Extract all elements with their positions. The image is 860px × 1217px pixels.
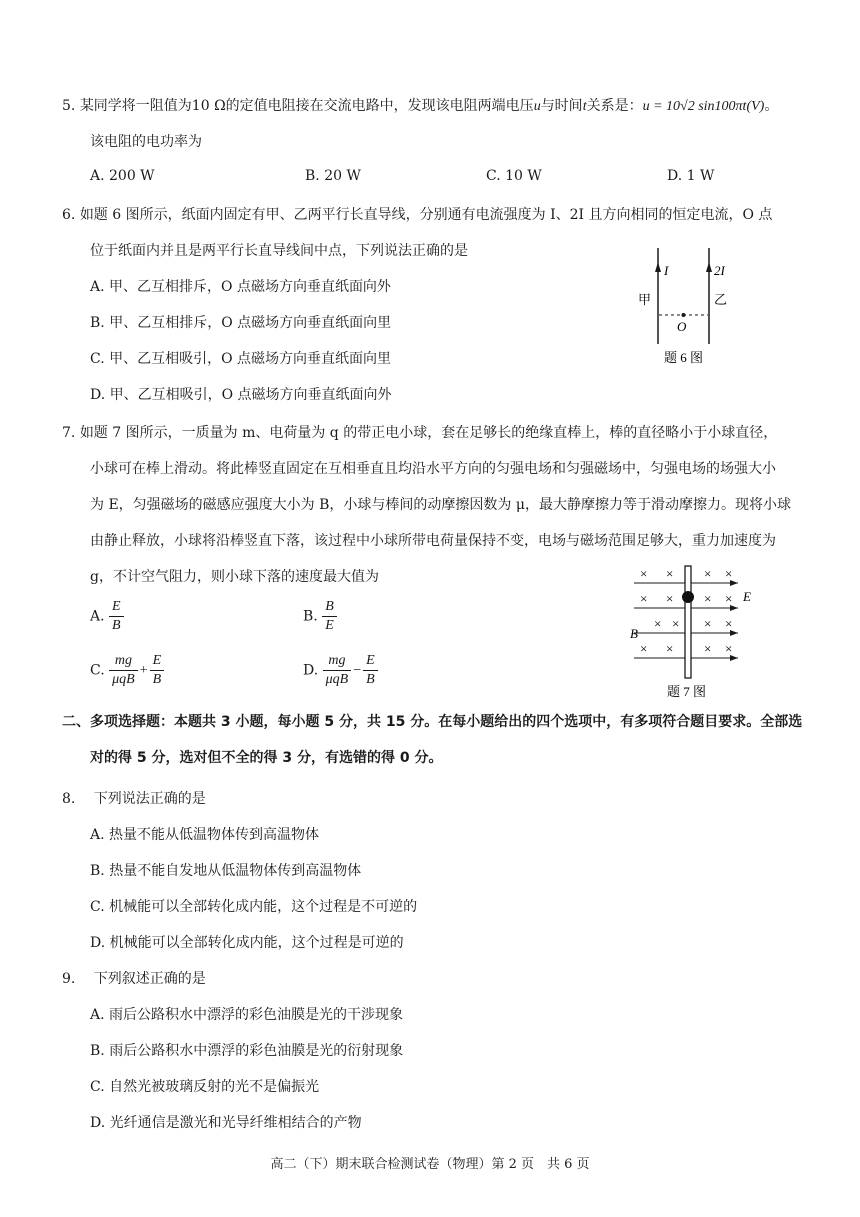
q8-number: 8.: [62, 791, 76, 807]
page-footer: 高二（下）期末联合检测试卷（物理）第 2 页 共 6 页: [270, 1157, 590, 1172]
q9-number: 9.: [62, 971, 76, 987]
denominator: B: [152, 672, 162, 687]
cross-icon: ×: [640, 641, 648, 656]
cross-icon: ×: [666, 591, 674, 606]
q6-text-1: 如题 6 图所示，纸面内固定有甲、乙两平行长直导线，分别通有电流强度为 I、2I 且方向相同的恒定电流，O 点: [79, 207, 773, 223]
q8-stem: 下列说法正确的是: [93, 791, 206, 807]
insulating-rod: [685, 566, 691, 678]
q8-option-c: C. 机械能可以全部转化成内能，这个过程是不可逆的: [90, 899, 418, 915]
label-e: E: [743, 589, 751, 604]
cross-icon: ×: [704, 616, 712, 631]
q7-option-c-label: C.: [90, 662, 105, 679]
q7-number: 7.: [62, 425, 76, 441]
q7-line3: 为 E，匀强磁场的磁感应强度大小为 B，小球与棒间的动摩擦因数为 μ，最大静摩擦力等于滑动摩擦力。现将小球: [90, 497, 791, 513]
q5-text-c: 关系是：: [586, 98, 643, 114]
arrow-up-yi-icon: [706, 262, 712, 272]
q5-text-end: 。: [764, 98, 779, 114]
figure-6-caption: 题 6 图: [664, 350, 704, 365]
fraction: [323, 652, 352, 689]
section-2-line1: 二、多项选择题：本题共 3 小题，每小题 5 分，共 15 分。在每小题给出的四个选项中，有多项符合题目要求。全部选: [62, 714, 803, 730]
figure-6: [630, 244, 730, 370]
fraction: [109, 598, 124, 635]
q9-option-d: D. 光纤通信是激光和光导纤维相结合的产物: [90, 1115, 362, 1131]
charged-ball: [682, 591, 694, 603]
section-2-line2: 对的得 5 分，选对但不全的得 3 分，有选错的得 0 分。: [90, 750, 443, 766]
numerator: mg: [323, 652, 352, 671]
q7-option-b-label: B.: [303, 608, 318, 625]
cross-icon: ×: [725, 566, 733, 581]
q8-option-d: D. 机械能可以全部转化成内能，这个过程是可逆的: [90, 935, 404, 951]
numerator: mg: [109, 652, 138, 671]
q8-stem-line: [62, 788, 206, 808]
fraction: [322, 598, 337, 635]
fraction: [363, 652, 378, 689]
cross-icon: ×: [704, 641, 712, 656]
label-current-I: I: [664, 263, 669, 278]
label-current-2I: 2I: [714, 263, 725, 278]
denominator: E: [325, 618, 334, 633]
q6-number: 6.: [62, 207, 76, 223]
numerator: B: [322, 598, 337, 617]
cross-icon: ×: [725, 591, 733, 606]
fraction: [109, 652, 138, 689]
cross-icon: ×: [725, 616, 733, 631]
q5-var-u: u: [533, 99, 541, 114]
numerator: E: [109, 598, 124, 617]
q5-number: 5.: [62, 98, 76, 114]
q6-line2: 位于纸面内并且是两平行长直导线间中点，下列说法正确的是: [90, 243, 468, 259]
cross-icon: ×: [666, 641, 674, 656]
q5-line1: [62, 95, 778, 115]
q7-option-b: [303, 598, 337, 635]
operator: +: [139, 662, 148, 678]
q5-option-b: B. 20 W: [305, 168, 361, 184]
arrow-up-jia-icon: [655, 262, 661, 272]
operator: −: [353, 662, 362, 678]
q5-text-b: 与时间: [540, 98, 583, 114]
point-o-dot: [682, 313, 686, 317]
q6-line1: [62, 204, 772, 224]
fraction: [150, 652, 165, 689]
q5-option-a: A. 200 W: [90, 168, 155, 184]
denominator: B: [366, 672, 375, 687]
q5-text-a: 某同学将一阻值为10 Ω的定值电阻接在交流电路中，发现该电阻两端电压: [79, 98, 534, 114]
q9-stem: 下列叙述正确的是: [93, 971, 206, 987]
q6-option-b: B. 甲、乙互相排斥，O 点磁场方向垂直纸面向里: [90, 315, 392, 331]
q7-option-d-label: D.: [303, 662, 319, 679]
cross-icon: ×: [672, 616, 680, 631]
label-b: B: [630, 626, 638, 641]
cross-icon: ×: [654, 616, 662, 631]
q9-option-a: A. 雨后公路积水中漂浮的彩色油膜是光的干涉现象: [90, 1007, 404, 1023]
figure-7-caption: 题 7 图: [667, 684, 707, 699]
cross-icon: ×: [704, 566, 712, 581]
cross-icon: ×: [725, 641, 733, 656]
figure-7: [626, 560, 766, 702]
cross-icon: ×: [666, 566, 674, 581]
label-o: O: [677, 319, 687, 334]
numerator: E: [150, 652, 165, 671]
q9-stem-line: [62, 968, 206, 988]
q7-option-d: [303, 652, 378, 689]
q7-option-c: [90, 652, 164, 689]
q7-line2: 小球可在棒上滑动。将此棒竖直固定在互相垂直且均沿水平方向的匀强电场和匀强磁场中，匀强电场的场强大小: [90, 461, 776, 477]
denominator: B: [112, 618, 121, 633]
q7-line4: 由静止释放，小球将沿棒竖直下落，该过程中小球所带电荷量保持不变，电场与磁场范围足够大，重力加速度为: [90, 533, 776, 549]
q5-option-c: C. 10 W: [486, 168, 542, 184]
numerator: E: [363, 652, 378, 671]
q6-option-a: A. 甲、乙互相排斥，O 点磁场方向垂直纸面向外: [90, 279, 391, 295]
label-jia: 甲: [638, 292, 652, 307]
q8-option-b: B. 热量不能自发地从低温物体传到高温物体: [90, 863, 362, 879]
q8-option-a: A. 热量不能从低温物体传到高温物体: [90, 827, 320, 843]
cross-icon: ×: [704, 591, 712, 606]
cross-icon: ×: [640, 566, 648, 581]
denominator: μqB: [112, 672, 135, 687]
q5-line2: 该电阻的电功率为: [90, 134, 202, 150]
q7-option-a: [90, 598, 124, 635]
q7-line1: [62, 422, 777, 442]
q5-var-t: t: [582, 99, 587, 114]
q5-option-d: D. 1 W: [667, 168, 715, 184]
q7-line5: g，不计空气阻力，则小球下落的速度最大值为: [90, 569, 379, 585]
q5-formula: u = 10√2 sin100πt(V): [642, 99, 765, 114]
q6-option-c: C. 甲、乙互相吸引，O 点磁场方向垂直纸面向里: [90, 351, 392, 367]
q9-option-b: B. 雨后公路积水中漂浮的彩色油膜是光的衍射现象: [90, 1043, 404, 1059]
q9-option-c: C. 自然光被玻璃反射的光不是偏振光: [90, 1079, 320, 1095]
denominator: μqB: [325, 672, 349, 687]
cross-icon: ×: [640, 591, 648, 606]
q7-text-1: 如题 7 图所示，一质量为 m、电荷量为 q 的带正电小球，套在足够长的绝缘直棒上，棒的直径略小于小球直径，: [79, 425, 778, 441]
label-yi: 乙: [714, 292, 728, 307]
q6-option-d: D. 甲、乙互相吸引，O 点磁场方向垂直纸面向外: [90, 387, 392, 403]
q7-option-a-label: A.: [90, 608, 105, 625]
